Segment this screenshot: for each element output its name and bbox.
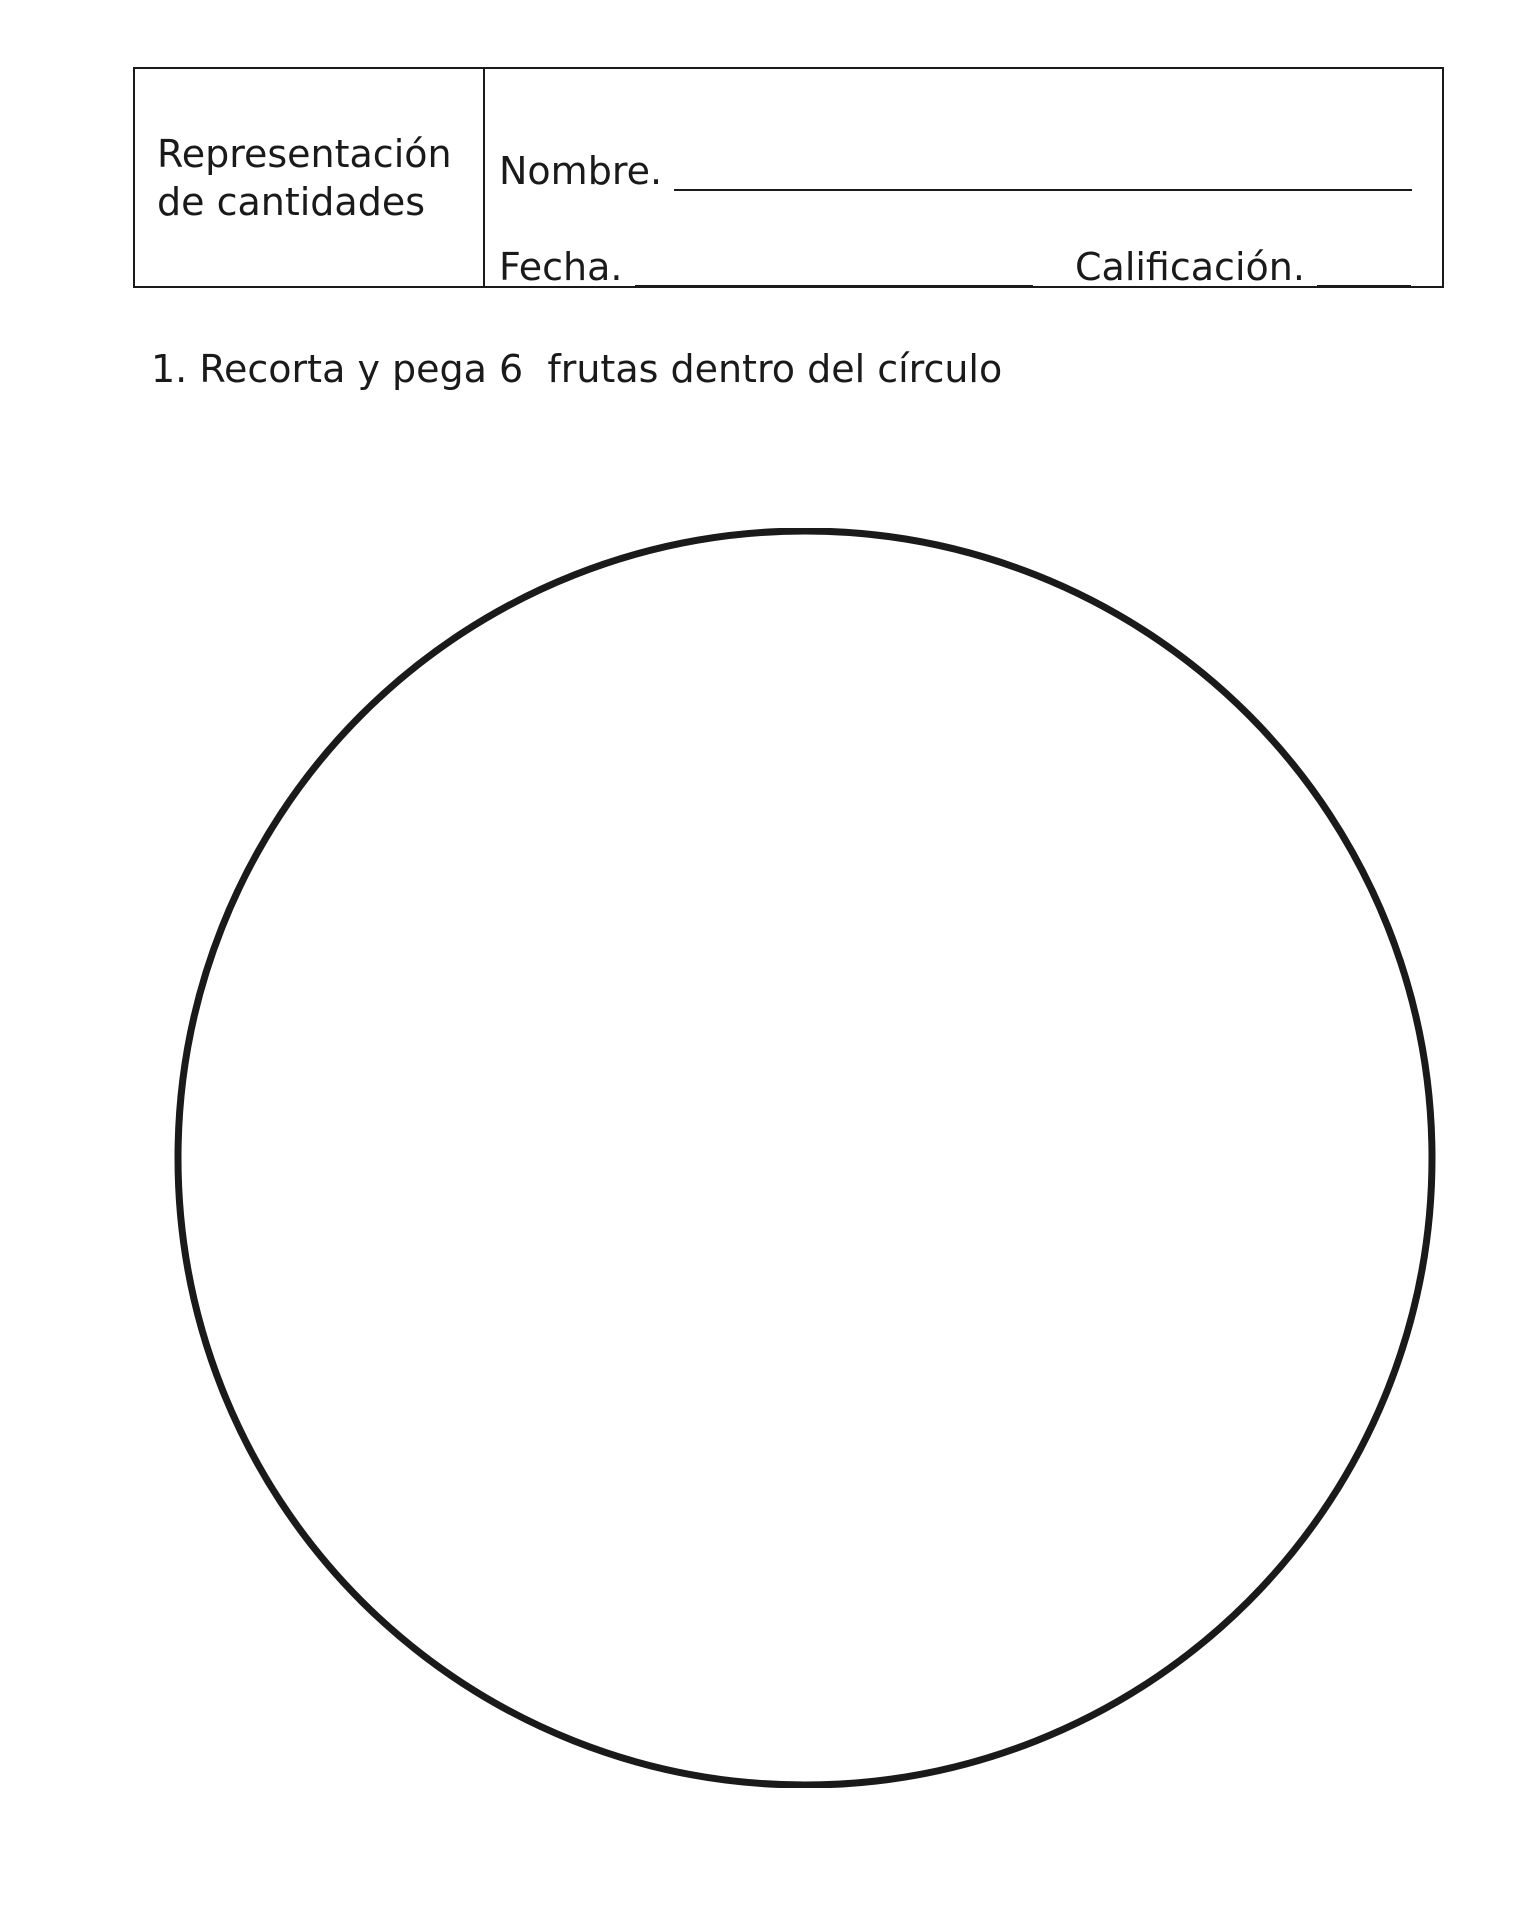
worksheet-topic <box>157 130 452 226</box>
name-field <box>499 151 1412 191</box>
date-field <box>499 247 1033 287</box>
topic-line-2: de cantidades <box>157 179 426 224</box>
topic-line-1: Representación <box>157 131 452 176</box>
date-label: Fecha. <box>499 245 623 289</box>
instruction-text: 1. Recorta y pega 6 frutas dentro del círculo <box>151 347 1003 391</box>
name-label: Nombre. <box>499 149 663 193</box>
date-blank-line[interactable] <box>635 257 1033 287</box>
paste-circle-area <box>170 528 1440 1788</box>
grade-field <box>1075 247 1411 287</box>
paste-circle <box>178 531 1432 1785</box>
worksheet-header <box>133 67 1444 288</box>
topic-cell <box>135 69 485 286</box>
name-blank-line[interactable] <box>674 161 1412 191</box>
student-info-cell <box>485 69 1442 289</box>
grade-label: Calificación. <box>1075 245 1305 289</box>
grade-blank-line[interactable] <box>1317 257 1411 287</box>
